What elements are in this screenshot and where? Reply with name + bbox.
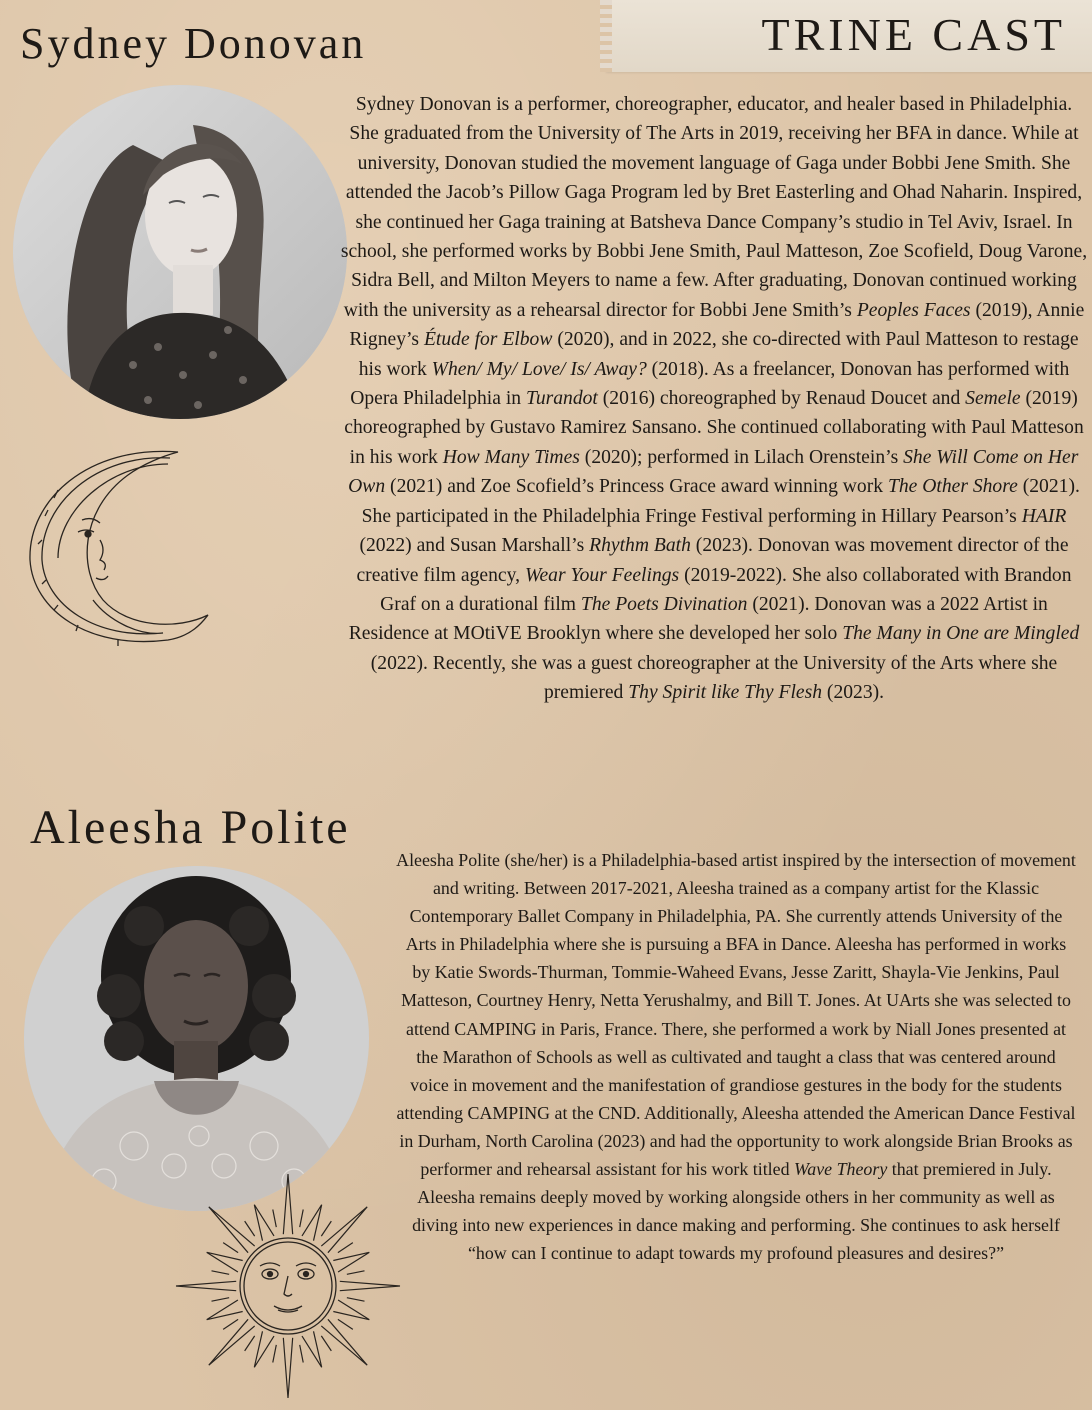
work-title: When/ My/ Love/ Is/ Away? — [431, 358, 647, 380]
performer-name-sydney: Sydney Donovan — [20, 19, 367, 68]
performer-bio-aleesha — [396, 846, 1076, 1267]
work-title: Peoples Faces — [856, 299, 971, 321]
work-title: Wear Your Feelings — [524, 564, 680, 586]
bio-text: (2016) choreographed by Renaud Doucet and — [597, 388, 966, 410]
title-banner — [606, 0, 1092, 72]
bio-text: that premiered in July. Aleesha remains deeply moved by working alongside others in her community as well as diving into new experiences in dance making and performing. She continues to ask herself “how can I continue to adapt towards my profound pleasures and desires?” — [412, 1159, 1060, 1264]
bio-text: (2020), and in 2022, she co-directed with Paul Matteson to restage his work — [358, 329, 1079, 380]
bio-text: (2018). As a freelancer, Donovan has performed with Opera Philadelphia in — [350, 358, 1070, 410]
bio-text: (2021). She participated in the Philadelphia Fringe Festival performing in Hillary Pearson’s — [361, 476, 1080, 527]
work-title: Wave Theory — [794, 1159, 888, 1180]
portrait-figure-sydney — [13, 85, 347, 419]
performer-name-aleesha: Aleesha Polite — [30, 801, 351, 854]
work-title: Rhythm Bath — [589, 535, 691, 557]
bio-text: (2022) and Susan Marshall’s — [359, 535, 590, 557]
bio-text: (2021) and Zoe Scofield’s Princess Grace award winning work — [385, 476, 888, 498]
bio-text: (2019-2022). She also collaborated with Brandon Graf on a durational film — [380, 564, 1072, 615]
work-title: The Other Shore — [887, 476, 1018, 498]
bio-text: (2023). Donovan was movement director of the creative film agency, — [356, 535, 1069, 586]
bio-text: (2021). Donovan was a 2022 Artist in Residence at MOtiVE Brooklyn where she developed her solo — [348, 593, 1048, 645]
bio-text: (2020); performed in Lilach Orenstein’s — [579, 446, 904, 468]
work-title: Étude for Elbow — [423, 329, 553, 351]
bio-text: (2019), Annie Rigney’s — [349, 299, 1085, 351]
bio-text: Sydney Donovan is a performer, choreographer, educator, and healer based in Philadelphia. She graduated from the University of The Arts in 2019, receiving her BFA in dance. While at university, Donovan studied the movement language of Gaga under Bobbi Jene Smith. She attended the Jacob’s Pillow Gaga Program led by Bret Easterling and Ohad Naharin. Inspired, she continued her Gaga training at Batsheva Dance Company’s studio in Tel Aviv, Israel. In school, she performed works by Bobbi Jene Smith, Paul Matteson, Zoe Scofield, Doug Varone, Sidra Bell, and Milton Meyers to name a few. After graduating, Donovan continued working with the university as a rehearsal director for Bobbi Jene Smith’s — [340, 94, 1088, 321]
bio-text: (2019) choreographed by Gustavo Ramirez Sansano. She continued collaborating with Paul Matteson in his work — [344, 388, 1084, 468]
bio-text: (2023). — [822, 682, 885, 704]
work-title: She Will Come on Her Own — [348, 446, 1079, 498]
work-title: How Many Times — [442, 446, 580, 468]
work-title: The Many in One are Mingled — [842, 623, 1080, 645]
portrait-photo-sydney — [13, 85, 347, 419]
portrait-photo-aleesha — [24, 866, 369, 1211]
work-title: The Poets Divination — [580, 593, 748, 615]
work-title: Semele — [965, 388, 1021, 410]
bio-text: Aleesha Polite (she/her) is a Philadelphia-based artist inspired by the intersection of movement and writing. Between 2017-2021, Aleesha trained as a company artist for the Klassic Contemporary Ballet Company in Philadelphia, PA. She currently attends University of the Arts in Philadelphia where she is pursuing a BFA in Dance. Aleesha has performed in works by Katie Swords-Thurman, Tommie-Waheed Evans, Jesse Zaritt, Shayla-Vie Jenkins, Paul Matteson, Courtney Henry, Netta Yerushalmy, and Bill T. Jones. At UArts she was selected to attend CAMPING in Paris, France. There, she performed a work by Niall Jones presented at the Marathon of Schools as well as cultivated and taught a class that was centered around voice in movement and the manifestation of grandiose gestures in the body for the students attending CAMPING at the CND. Additionally, Aleesha attended the American Dance Festival in Durham, North Carolina (2023) and had the opportunity to work alongside Brian Brooks as performer and rehearsal assistant for his work titled — [396, 850, 1076, 1180]
work-title: HAIR — [1021, 505, 1067, 527]
work-title: Thy Spirit like Thy Flesh — [628, 682, 823, 704]
performer-bio-sydney — [340, 90, 1088, 708]
bio-text: (2022). Recently, she was a guest choreographer at the University of the Arts where she premiered — [370, 652, 1058, 704]
portrait-figure-aleesha — [24, 866, 369, 1211]
crescent-moon-face-icon — [18, 440, 214, 652]
page-title: TRINE CAST — [761, 9, 1066, 60]
work-title: Turandot — [526, 388, 598, 410]
sun-face-icon — [168, 1168, 408, 1404]
